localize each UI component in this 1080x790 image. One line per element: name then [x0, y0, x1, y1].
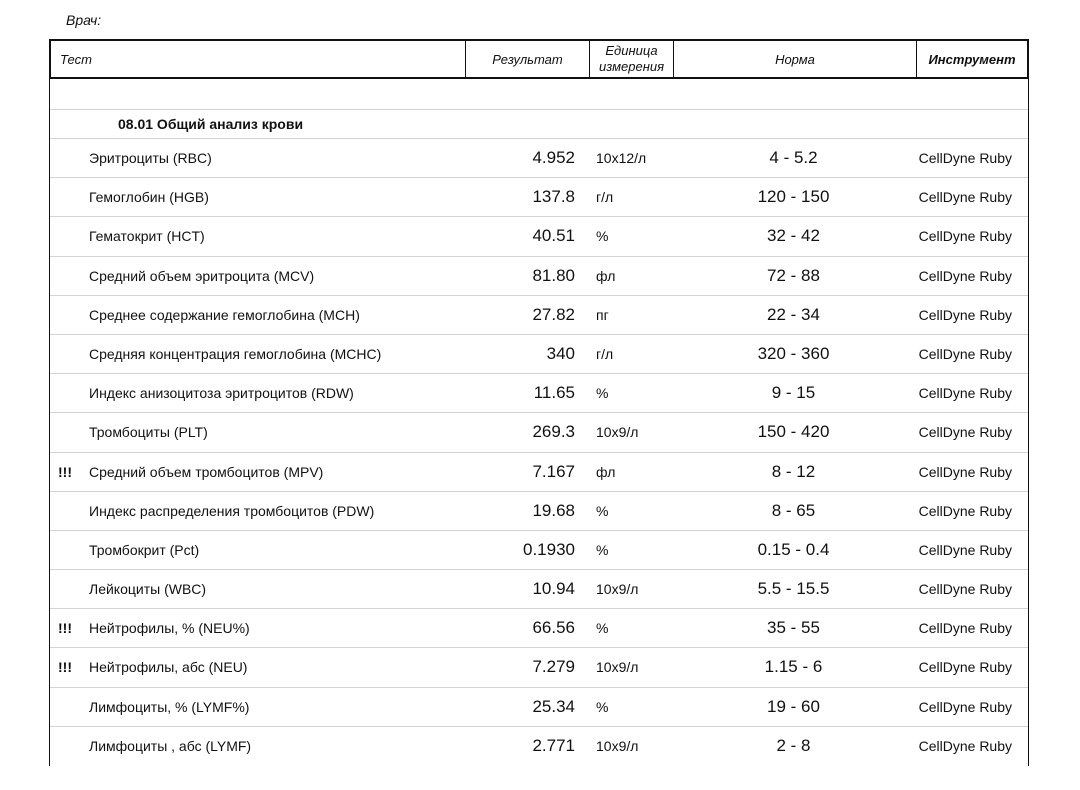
- table-row: [50, 413, 1028, 452]
- abnormal-flag: !!!: [58, 620, 72, 637]
- result-value: 40.51: [532, 226, 575, 246]
- section-title: 08.01 Общий анализ крови: [50, 110, 1028, 139]
- test-name: Индекс распределения тромбоцитов (PDW): [89, 502, 375, 519]
- result-value: 27.82: [532, 304, 575, 324]
- instrument-name: CellDyne Ruby: [918, 267, 1012, 284]
- norm-range: 19 - 60: [767, 696, 820, 716]
- instrument-name: CellDyne Ruby: [918, 189, 1012, 206]
- table-row: [50, 492, 1028, 531]
- result-value: 7.167: [532, 461, 575, 481]
- test-name: Нейтрофилы, % (NEU%): [89, 620, 250, 637]
- unit-value: фл: [596, 463, 616, 480]
- unit-value: 10x9/л: [596, 424, 639, 441]
- norm-range: 2 - 8: [776, 735, 811, 755]
- instrument-name: CellDyne Ruby: [918, 463, 1012, 480]
- instrument-name: CellDyne Ruby: [918, 581, 1012, 598]
- norm-range: 1.15 - 6: [764, 657, 823, 677]
- norm-range: 35 - 55: [767, 618, 820, 638]
- blank-row: [50, 79, 1028, 110]
- norm-range: 22 - 34: [767, 304, 820, 324]
- table-row: [50, 296, 1028, 335]
- unit-value: 10x9/л: [596, 581, 639, 598]
- norm-range: 0.15 - 0.4: [757, 539, 830, 559]
- table-row: [50, 139, 1028, 178]
- test-name: Средняя концентрация гемоглобина (MCHC): [89, 345, 382, 362]
- result-value: 340: [546, 343, 575, 363]
- instrument-name: CellDyne Ruby: [918, 306, 1012, 323]
- test-name: Гематокрит (HCT): [89, 228, 205, 245]
- lab-results-table: [49, 39, 1029, 766]
- result-value: 269.3: [532, 422, 575, 442]
- unit-value: %: [596, 698, 609, 715]
- test-name: Тромбоциты (PLT): [89, 424, 208, 441]
- norm-range: 8 - 65: [771, 500, 816, 520]
- table-row: [50, 531, 1028, 570]
- test-name: Нейтрофилы, абс (NEU): [89, 659, 248, 676]
- instrument-name: CellDyne Ruby: [918, 345, 1012, 362]
- norm-range: 4 - 5.2: [769, 148, 818, 167]
- table-row: [50, 374, 1028, 413]
- table-header: [49, 39, 1029, 79]
- unit-value: %: [596, 385, 609, 402]
- table-row: [50, 648, 1028, 687]
- test-name: Эритроциты (RBC): [89, 150, 212, 166]
- unit-value: фл: [596, 267, 616, 284]
- table-row: [50, 609, 1028, 648]
- test-name: Тромбокрит (Pct): [89, 541, 200, 558]
- table-row: [50, 257, 1028, 296]
- result-value: 137.8: [532, 187, 575, 207]
- test-name: Лимфоциты, % (LYMF%): [89, 698, 250, 715]
- result-value: 66.56: [532, 618, 575, 638]
- unit-value: 10x12/л: [596, 150, 647, 166]
- norm-range: 5.5 - 15.5: [757, 579, 830, 599]
- test-name: Среднее содержание гемоглобина (MCH): [89, 306, 360, 323]
- norm-range: 120 - 150: [757, 187, 830, 207]
- result-value: 2.771: [532, 735, 575, 755]
- test-name: Лимфоциты , абс (LYMF): [89, 737, 252, 754]
- table-body: [49, 79, 1029, 766]
- header-instrument: Инструмент: [916, 41, 1027, 77]
- result-value: 11.65: [533, 383, 575, 403]
- unit-value: %: [596, 620, 609, 637]
- test-name: Индекс анизоцитоза эритроцитов (RDW): [89, 385, 354, 402]
- norm-range: 320 - 360: [757, 343, 830, 363]
- result-value: 0.1930: [523, 539, 575, 559]
- abnormal-flag: !!!: [58, 659, 72, 676]
- header-test: Тест: [60, 51, 92, 67]
- unit-value: г/л: [596, 189, 614, 206]
- result-value: 81.80: [532, 265, 575, 285]
- norm-range: 150 - 420: [757, 422, 830, 442]
- table-row: [50, 178, 1028, 217]
- table-row: [50, 570, 1028, 609]
- result-value: 25.34: [532, 696, 575, 716]
- instrument-name: CellDyne Ruby: [918, 150, 1012, 166]
- result-value: 10.94: [532, 579, 575, 599]
- unit-value: 10x9/л: [596, 737, 639, 754]
- unit-value: %: [596, 541, 609, 558]
- test-name: Средний объем тромбоцитов (MPV): [89, 463, 324, 480]
- table-row: [50, 217, 1028, 256]
- norm-range: 9 - 15: [771, 383, 816, 403]
- test-name: Лейкоциты (WBC): [89, 581, 207, 598]
- test-name: Средний объем эритроцита (MCV): [89, 267, 315, 284]
- unit-value: %: [596, 228, 609, 245]
- instrument-name: CellDyne Ruby: [918, 659, 1012, 676]
- unit-value: %: [596, 502, 609, 519]
- result-value: 19.68: [532, 500, 575, 520]
- instrument-name: CellDyne Ruby: [918, 385, 1012, 402]
- result-value: 4.952: [532, 148, 575, 167]
- instrument-name: CellDyne Ruby: [918, 620, 1012, 637]
- header-norm: Норма: [673, 41, 916, 77]
- unit-value: 10x9/л: [596, 659, 639, 676]
- abnormal-flag: !!!: [58, 463, 72, 480]
- instrument-name: CellDyne Ruby: [918, 737, 1012, 754]
- header-unit: Единица измерения: [589, 41, 673, 77]
- norm-range: 8 - 12: [771, 461, 816, 481]
- instrument-name: CellDyne Ruby: [918, 228, 1012, 245]
- instrument-name: CellDyne Ruby: [918, 502, 1012, 519]
- instrument-name: CellDyne Ruby: [918, 424, 1012, 441]
- instrument-name: CellDyne Ruby: [918, 541, 1012, 558]
- test-name: Гемоглобин (HGB): [89, 189, 209, 206]
- result-value: 7.279: [532, 657, 575, 677]
- doctor-label: Врач:: [66, 12, 102, 28]
- table-row: [50, 727, 1028, 766]
- norm-range: 72 - 88: [767, 265, 820, 285]
- table-row: [50, 335, 1028, 374]
- unit-value: пг: [596, 306, 609, 323]
- header-result: Результат: [465, 41, 589, 77]
- table-row: [50, 453, 1028, 492]
- instrument-name: CellDyne Ruby: [918, 698, 1012, 715]
- norm-range: 32 - 42: [767, 226, 820, 246]
- table-row: [50, 688, 1028, 727]
- unit-value: г/л: [596, 345, 614, 362]
